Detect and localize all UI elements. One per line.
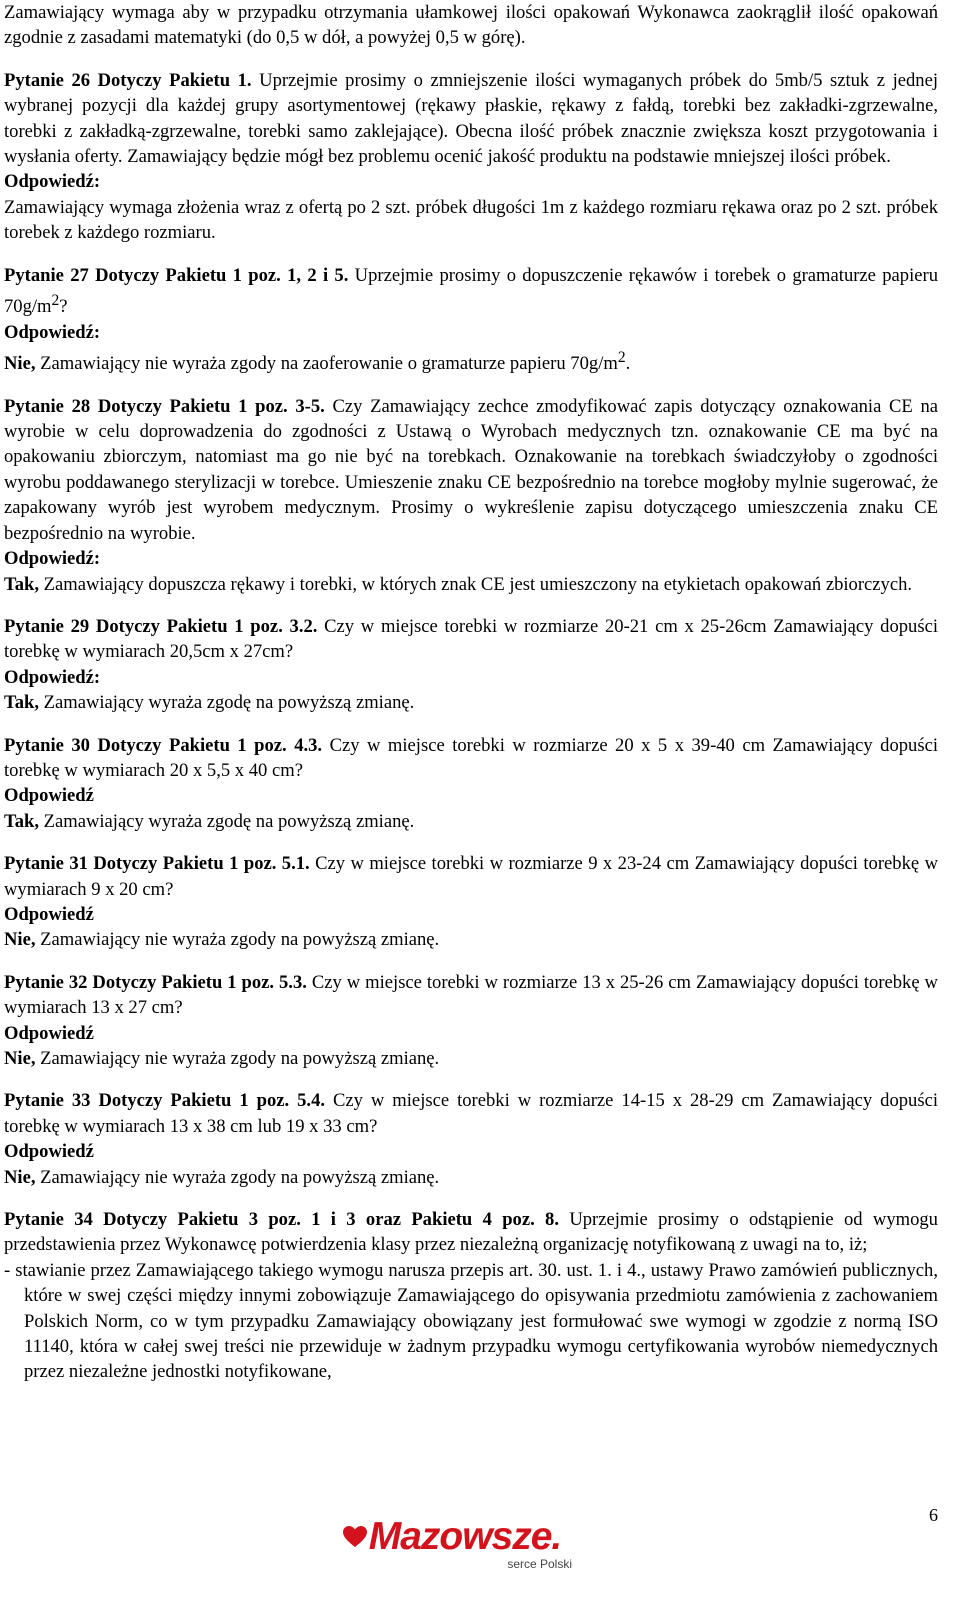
answer-32	[4, 1046, 938, 1071]
answer-text: Zamawiający nie wyraża zgody na zaoferowanie o gramaturze papieru 70g/m	[35, 353, 618, 375]
answer-lead: Nie,	[4, 353, 36, 375]
question-body: Czy w miejsce torebki w rozmiarze 13 x 25-26 cm Zamawiający dopuści torebkę w wymiarach 13 x 27 cm?	[4, 971, 938, 1019]
answer-lead: Tak,	[4, 573, 39, 595]
page-number: 6	[929, 1505, 938, 1525]
logo-text: Mazowsze.	[368, 1515, 562, 1558]
mazowsze-logo	[340, 1515, 590, 1603]
answer-label: Odpowiedź:	[4, 321, 101, 343]
question-heading: Pytanie 27 Dotyczy Pakietu 1 poz. 1, 2 i 5.	[4, 264, 349, 286]
question-heading: Pytanie 33 Dotyczy Pakietu 1 poz. 5.4.	[4, 1090, 326, 1112]
question-28	[4, 394, 938, 546]
question-29	[4, 614, 938, 665]
answer-33	[4, 1165, 938, 1190]
answer-lead: Tak,	[4, 692, 39, 714]
question-heading: Pytanie 28 Dotyczy Pakietu 1 poz. 3-5.	[4, 395, 325, 417]
intro-paragraph: Zamawiający wymaga aby w przypadku otrzymania ułamkowej ilości opakowań Wykonawca zaokrąglił ilość opakowań zgodnie z zasadami matematyki (do 0,5 w dół, a powyżej 0,5 w górę).	[4, 2, 938, 49]
question-body: Czy w miejsce torebki w rozmiarze 9 x 23-24 cm Zamawiający dopuści torebkę w wymiarach 9 x 20 cm?	[4, 853, 938, 900]
answer-28	[4, 572, 938, 597]
question-body: Uprzejmie prosimy o odstąpienie od wymogu przedstawienia przez Wykonawcę potwierdzenia klasy przez niezależną organizację notyfikowaną z uwagi na to, iż;	[4, 1209, 938, 1256]
superscript: 2	[51, 292, 60, 310]
answer-lead: Tak,	[4, 810, 39, 832]
question-heading: Pytanie 26 Dotyczy Pakietu 1.	[4, 69, 252, 91]
answer-29	[4, 690, 938, 715]
question-30	[4, 733, 938, 784]
answer-lead: Nie,	[4, 929, 36, 951]
question-heading: Pytanie 31 Dotyczy Pakietu 1 poz. 5.1.	[4, 853, 310, 875]
document-page	[4, 0, 938, 1385]
answer-label: Odpowiedź	[4, 1141, 94, 1163]
answer-text: Zamawiający wyraża zgodę na powyższą zmianę.	[38, 692, 415, 714]
question-body: Czy w miejsce torebki w rozmiarze 20-21 cm x 25-26cm Zamawiający dopuści torebkę w wymiarach 20,5cm x 27cm?	[4, 615, 938, 663]
list-item: - stawianie przez Zamawiającego takiego wymogu narusza przepis art. 30. ust. 1. i 4., ustawy Prawo zamówień publicznych, które w swej części między innymi zobowiązuje Zamawiającego do opisywania przedmiotu zamówienia z zachowaniem Polskich Norm, co w tym przypadku Zamawiający obowiązany jest formułować swe wymogi w zgodzie z normą ISO 11140, która w całej swej treści nie przewiduje w żadnym przypadku wymogu certyfikowania wyrobów niemedycznych przez niezależne jednostki notyfikowane,	[4, 1259, 938, 1383]
question-heading: Pytanie 32 Dotyczy Pakietu 1 poz. 5.3.	[4, 971, 307, 993]
logo-tagline: serce Polski	[507, 1557, 572, 1571]
bullet-list	[4, 1258, 938, 1385]
answer-30	[4, 809, 938, 834]
answer-31	[4, 927, 938, 952]
question-heading: Pytanie 34 Dotyczy Pakietu 3 poz. 1 i 3 oraz Pakietu 4 poz. 8.	[4, 1209, 560, 1231]
answer-label: Odpowiedź	[4, 903, 94, 925]
question-26	[4, 68, 938, 170]
answer-lead: Nie,	[4, 1048, 36, 1069]
answer-text: Zamawiający nie wyraża zgody na powyższą zmianę.	[35, 1048, 440, 1069]
answer-text: Zamawiający wyraża zgodę na powyższą zmianę.	[38, 810, 415, 832]
question-34	[4, 1207, 938, 1258]
answer-label: Odpowiedź	[4, 785, 94, 807]
superscript: 2	[617, 349, 626, 367]
answer-26	[4, 195, 938, 246]
question-body: Uprzejmie prosimy o zmniejszenie ilości wymaganych próbek do 5mb/5 sztuk z jednej wybranej pozycji dla każdej grupy asortymentowej (rękawy płaskie, rękawy z fałdą, torebki bez zakładki-zgrzewalne, torebki z zakładką-zgrzewalne, torebki samo zaklejające). Obecna ilość próbek znacznie zwiększa koszt przygotowania i wysłania oferty. Zamawiający będzie mógł bez problemu ocenić jakość produktu na podstawie mniejszej ilości próbek.	[4, 69, 938, 168]
answer-label: Odpowiedź:	[4, 666, 101, 688]
question-32	[4, 970, 938, 1021]
answer-27: Nie, Zamawiający nie wyraża zgody na zaoferowanie o gramaturze papieru $70g/m^2$.	[4, 349, 631, 375]
question-31	[4, 851, 938, 902]
answer-text: Zamawiający nie wyraża zgody na powyższą zmianę.	[35, 1166, 440, 1188]
answer-label: Odpowiedź:	[4, 171, 101, 193]
question-27: Pytanie 27 Dotyczy Pakietu 1 poz. 1, 2 i 5. Uprzejmie prosimy o dopuszczenie rękawów i torebek o gramaturze papieru $70g/m^2$?	[4, 264, 938, 318]
answer-label: Odpowiedź:	[4, 548, 101, 570]
question-body: Czy w miejsce torebki w rozmiarze 20 x 5 x 39-40 cm Zamawiający dopuści torebkę w wymiarach 20 x 5,5 x 40 cm?	[4, 734, 938, 781]
question-33	[4, 1088, 938, 1139]
answer-lead: Nie,	[4, 1166, 36, 1188]
question-body: Czy Zamawiający zechce zmodyfikować zapis dotyczący oznakowania CE na wyrobie w celu doprowadzenia do zgodności z Ustawą o Wyrobach medycznych tzn. oznakowanie CE ma być na opakowaniu zbiorczym, natomiast ma go nie być na torebkach. Oznakowanie na torebkach świadczyłoby o zgodności wyrobu poddawanego sterylizacji w torebce. Umieszenie znaku CE bezpośrednio na torebce mogłoby mylnie sugerować, że zapakowany wyrób jest wyrobem medycznym. Prosimy o wykreślenie zapisu dotyczącego umieszczenia znaku CE bezpośrednio na wyrobie.	[4, 395, 938, 544]
answer-label: Odpowiedź	[4, 1022, 94, 1044]
answer-text: Zamawiający wymaga złożenia wraz z ofertą po 2 szt. próbek długości 1m z każdego rozmiaru rękawa oraz po 2 szt. próbek torebek z każdego rozmiaru.	[4, 196, 938, 244]
answer-text: Zamawiający dopuszcza rękawy i torebki, w których znak CE jest umieszczony na etykietach opakowań zbiorczych.	[38, 573, 913, 595]
question-body: Uprzejmie prosimy o dopuszczenie rękawów i torebek o gramaturze papieru 70g/m	[4, 264, 938, 318]
question-heading: Pytanie 29 Dotyczy Pakietu 1 poz. 3.2.	[4, 615, 318, 637]
question-body: Czy w miejsce torebki w rozmiarze 14-15 x 28-29 cm Zamawiający dopuści torebkę w wymiarach 13 x 38 cm lub 19 x 33 cm?	[4, 1090, 938, 1137]
answer-text: Zamawiający nie wyraża zgody na powyższą zmianę.	[35, 929, 440, 951]
heart-icon	[342, 1525, 368, 1549]
question-heading: Pytanie 30 Dotyczy Pakietu 1 poz. 4.3.	[4, 734, 323, 756]
